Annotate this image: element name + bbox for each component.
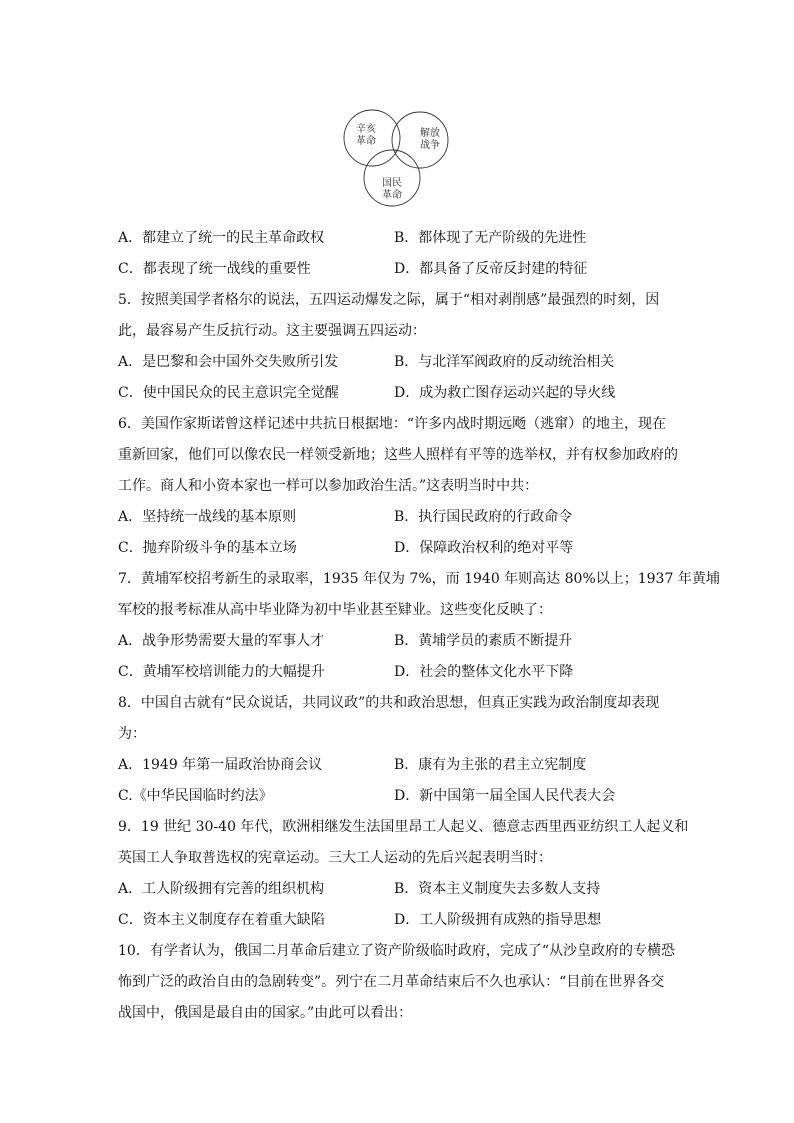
q4-option-c: C．都表现了统一战线的重要性: [118, 261, 311, 277]
q5-option-d: D．成为救亡图存运动兴起的导火线: [394, 385, 616, 401]
q6-option-c: C．抛弃阶级斗争的基本立场: [118, 540, 297, 556]
q6-stem-line-1: 6．美国作家斯诺曾这样记述中共抗日根据地：“许多内战时期远飏（逃窜）的地主，现在: [118, 416, 667, 432]
venn-label-jiefang-1: 解放: [420, 128, 440, 139]
q6-option-d: D．保障政治权利的绝对平等: [394, 540, 574, 556]
q4-option-b: B．都体现了无产阶级的先进性: [394, 230, 587, 246]
venn-label-guomin-2: 革命: [382, 190, 402, 201]
q7-option-d: D．社会的整体文化水平下降: [394, 664, 574, 680]
q7-option-b: B．黄埔学员的素质不断提升: [394, 633, 573, 649]
q10-stem-line-2: 怖到广泛的政治自由的急剧转变”。列宁在二月革命结束后不久也承认：“目前在世界各交: [118, 974, 665, 990]
q7-stem-line-2: 军校的报考标准从高中毕业降为初中毕业甚至肄业。这些变化反映了：: [118, 602, 552, 618]
q9-stem-line-1: 9．19 世纪 30-40 年代，欧洲相继发生法国里昂工人起义、德意志西里西亚纺织工人起义和: [118, 819, 689, 835]
q6-option-b: B．执行国民政府的行政命令: [394, 509, 573, 525]
q8-stem-line-2: 为：: [118, 726, 146, 742]
q7-option-a: A．战争形势需要大量的军事人才: [118, 633, 325, 649]
q5-stem-line-2: 此，最容易产生反抗行动。这主要强调五四运动：: [118, 323, 426, 339]
venn-label-xinhai-2: 革命: [356, 136, 376, 147]
q5-stem-line-1: 5．按照美国学者格尔的说法，五四运动爆发之际，属于“相对剥削感”最强烈的时刻，因: [118, 292, 660, 308]
q9-option-b: B．资本主义制度失去多数人支持: [394, 881, 601, 897]
q6-stem-line-3: 工作。商人和小资本家也一样可以参加政治生活。”这表明当时中共：: [118, 478, 539, 494]
venn-label-guomin-1: 国民: [382, 178, 402, 189]
q6-stem-line-2: 重新回家，他们可以像农民一样领受新地；这些人照样有平等的选举权，并有权参加政府的: [118, 447, 678, 463]
q4-option-a: A．都建立了统一的民主革命政权: [118, 230, 325, 246]
q5-option-a: A．是巴黎和会中国外交失败所引发: [118, 354, 339, 370]
q7-option-c: C．黄埔军校培训能力的大幅提升: [118, 664, 325, 680]
q4-option-d: D．都具备了反帝反封建的特征: [394, 261, 588, 277]
q8-option-b: B．康有为主张的君主立宪制度: [394, 757, 587, 773]
venn-label-xinhai-1: 辛亥: [356, 124, 376, 135]
q9-stem-line-2: 英国工人争取普选权的宪章运动。三大工人运动的先后兴起表明当时：: [118, 850, 552, 866]
q5-option-b: B．与北洋军阀政府的反动统治相关: [394, 354, 615, 370]
q8-option-c: C.《中华民国临时约法》: [118, 788, 273, 804]
q9-option-a: A．工人阶级拥有完善的组织机构: [118, 881, 325, 897]
venn-diagram: [342, 108, 454, 212]
q10-stem-line-3: 战国中，俄国是最自由的国家。”由此可以看出：: [118, 1005, 413, 1021]
q10-stem-line-1: 10．有学者认为，俄国二月革命后建立了资产阶级临时政府，完成了“从沙皇政府的专横恐: [118, 943, 675, 959]
q9-option-c: C．资本主义制度存在着重大缺陷: [118, 912, 325, 928]
q7-stem-line-1: 7．黄埔军校招考新生的录取率，1935 年仅为 7%，而 1940 年则高达 80%以上；1937 年黄埔: [118, 571, 720, 587]
q5-option-c: C．使中国民众的民主意识完全觉醒: [118, 385, 339, 401]
q6-option-a: A．坚持统一战线的基本原则: [118, 509, 297, 525]
q8-stem-line-1: 8．中国自古就有“民众说话，共同议政”的共和政治思想，但真正实践为政治制度却表现: [118, 695, 660, 711]
venn-label-jiefang-2: 战争: [420, 140, 440, 151]
q9-option-d: D．工人阶级拥有成熟的指导思想: [394, 912, 602, 928]
q8-option-a: A．1949 年第一届政治协商会议: [118, 757, 323, 773]
q8-option-d: D．新中国第一届全国人民代表大会: [394, 788, 616, 804]
